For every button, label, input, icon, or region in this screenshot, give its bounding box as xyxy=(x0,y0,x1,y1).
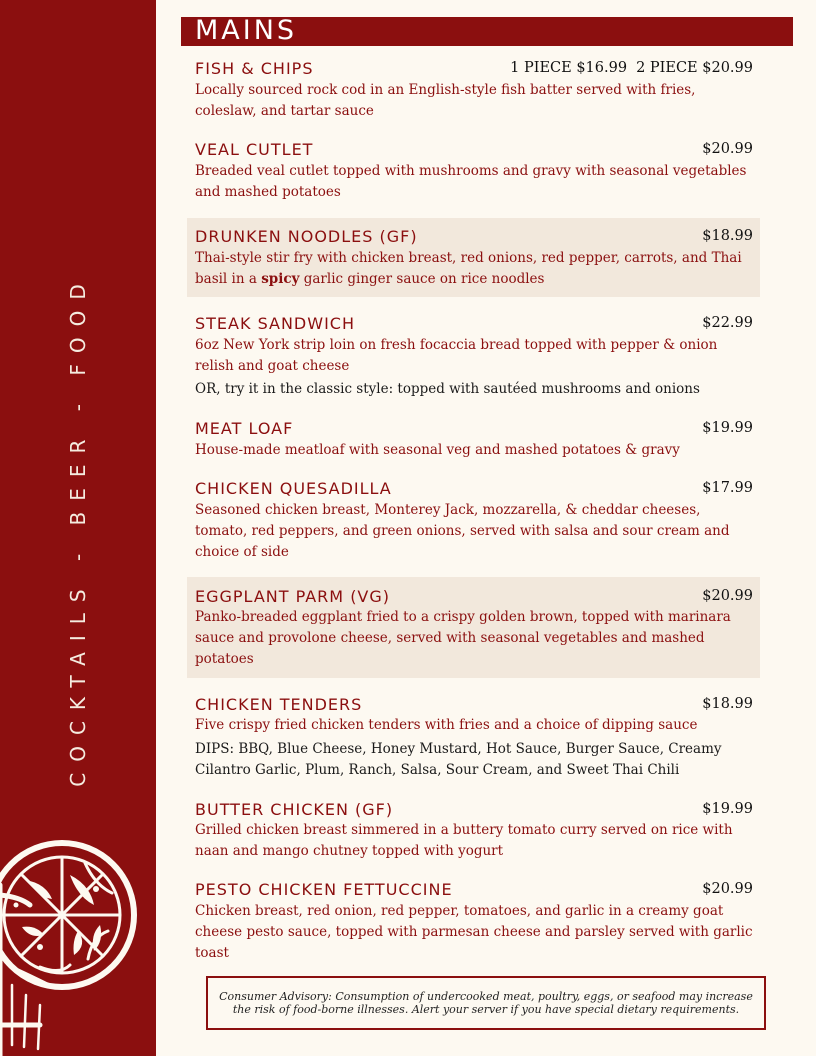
item-description: Chicken breast, red onion, red pepper, tomatoes, and garlic in a creamy goat cheese pesto sauce, topped with parmesan cheese and parsley served with garlic toast xyxy=(195,903,753,961)
item-description: Thai-style stir fry with chicken breast, red onions, red pepper, carrots, and Thai basil in a spicy garlic ginger sauce on rice noodles xyxy=(195,250,742,287)
menu-item-highlighted xyxy=(187,577,760,678)
cocktail-glass-citrus-icon xyxy=(0,835,156,1056)
section-header-bar xyxy=(181,17,793,46)
item-price: $19.99 xyxy=(702,801,753,817)
item-name: BUTTER CHICKEN (GF) xyxy=(195,800,394,819)
menu-item xyxy=(187,419,760,461)
item-name: PESTO CHICKEN FETTUCCINE xyxy=(195,880,453,899)
item-name: VEAL CUTLET xyxy=(195,140,314,159)
item-name: MEAT LOAF xyxy=(195,419,294,438)
item-description: Breaded veal cutlet topped with mushrooms and gravy with seasonal vegetables and mashed potatoes xyxy=(195,163,747,200)
menu-item xyxy=(187,59,760,123)
item-price: $20.99 xyxy=(702,141,753,157)
item-price: $18.99 xyxy=(702,228,753,244)
item-description: Seasoned chicken breast, Monterey Jack, mozzarella, & cheddar cheeses, tomato, red peppers, and green onions, served with salsa and sour cream and choice of side xyxy=(195,502,730,560)
item-price: $20.99 xyxy=(702,881,753,897)
item-description: 6oz New York strip loin on fresh focaccia bread topped with pepper & onion relish and goat cheese xyxy=(195,337,718,374)
item-name: FISH & CHIPS xyxy=(195,59,314,78)
item-name: EGGPLANT PARM (VG) xyxy=(195,587,391,606)
menu-item xyxy=(187,314,760,404)
item-price-2-piece: 2 PIECE $20.99 xyxy=(636,60,753,76)
item-description: Five crispy fried chicken tenders with fries and a choice of dipping sauce xyxy=(195,717,698,733)
item-dips-list: DIPS: BBQ, Blue Cheese, Honey Mustard, Hot Sauce, Burger Sauce, Creamy Cilantro Garlic, Plum, Ranch, Salsa, Sour Cream, and Sweet Thai Chili xyxy=(195,741,722,778)
item-price: $19.99 xyxy=(702,420,753,436)
item-price: $22.99 xyxy=(702,315,753,331)
menu-item xyxy=(187,479,760,563)
item-name: DRUNKEN NOODLES (GF) xyxy=(195,227,418,246)
item-description: Locally sourced rock cod in an English-style fish batter served with fries, coleslaw, and tartar sauce xyxy=(195,82,696,119)
menu-item xyxy=(187,800,760,864)
section-title: MAINS xyxy=(195,15,298,46)
consumer-advisory-text: Consumer Advisory: Consumption of undercooked meat, poultry, eggs, or seafood may increase the risk of food-borne illnesses. Alert your server if you have special dietary requirements. xyxy=(219,990,753,1016)
item-alternate-note: OR, try it in the classic style: topped with sautéed mushrooms and onions xyxy=(195,381,700,397)
item-description: House-made meatloaf with seasonal veg and mashed potatoes & gravy xyxy=(195,442,680,458)
sidebar-tagline: COCKTAILS - BEER - FOOD xyxy=(66,273,90,787)
spicy-emphasis: spicy xyxy=(261,271,300,287)
item-price-1-piece: 1 PIECE $16.99 xyxy=(510,60,628,76)
item-name: STEAK SANDWICH xyxy=(195,314,355,333)
item-name: CHICKEN TENDERS xyxy=(195,695,363,714)
item-description: Panko-breaded eggplant fried to a crispy golden brown, topped with marinara sauce and provolone cheese, served with seasonal vegetables and mashed potatoes xyxy=(195,609,731,667)
menu-item xyxy=(187,880,760,964)
menu-item xyxy=(187,695,760,785)
item-price: $18.99 xyxy=(702,696,753,712)
item-price: $17.99 xyxy=(702,480,753,496)
item-description: Grilled chicken breast simmered in a buttery tomato curry served on rice with naan and mango chutney topped with yogurt xyxy=(195,822,733,859)
menu-item xyxy=(187,140,760,204)
menu-item-highlighted xyxy=(187,218,760,297)
item-price: $20.99 xyxy=(702,588,753,604)
item-price xyxy=(510,60,753,76)
consumer-advisory-box xyxy=(206,976,766,1030)
item-name: CHICKEN QUESADILLA xyxy=(195,479,392,498)
sidebar xyxy=(0,0,156,1056)
